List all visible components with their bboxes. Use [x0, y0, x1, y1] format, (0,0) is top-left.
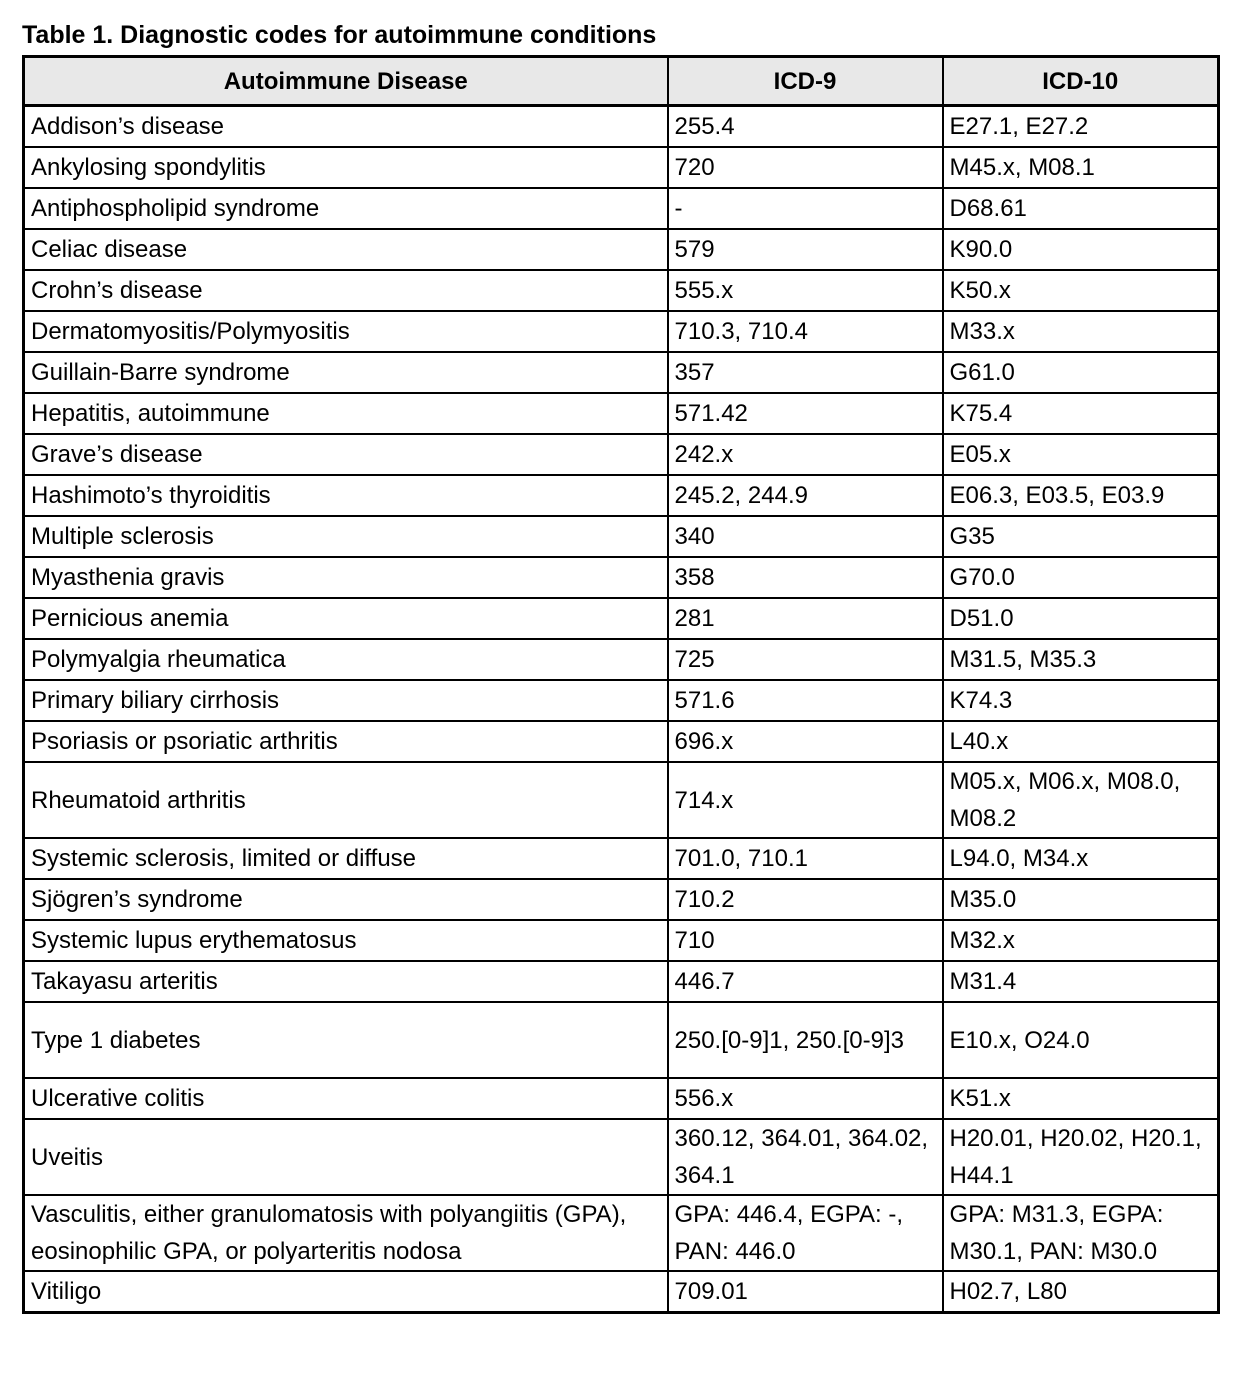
disease-cell: Ulcerative colitis [24, 1078, 668, 1119]
table-row [24, 762, 1219, 838]
icd10-cell: K50.x [943, 270, 1219, 311]
icd10-cell: H20.01, H20.02, H20.1, H44.1 [943, 1119, 1219, 1195]
icd9-cell: 446.7 [668, 961, 943, 1002]
header-icd10: ICD-10 [943, 57, 1219, 106]
disease-cell: Hashimoto’s thyroiditis [24, 475, 668, 516]
icd10-cell: M32.x [943, 920, 1219, 961]
icd9-cell: 571.42 [668, 393, 943, 434]
icd9-cell: 281 [668, 598, 943, 639]
icd9-cell: - [668, 188, 943, 229]
header-disease: Autoimmune Disease [24, 57, 668, 106]
icd9-cell: 725 [668, 639, 943, 680]
disease-cell: Dermatomyositis/Polymyositis [24, 311, 668, 352]
icd9-cell: 360.12, 364.01, 364.02, 364.1 [668, 1119, 943, 1195]
icd10-cell: M35.0 [943, 879, 1219, 920]
icd9-cell: 709.01 [668, 1271, 943, 1313]
icd9-cell: 250.[0-9]1, 250.[0-9]3 [668, 1002, 943, 1078]
disease-cell: Antiphospholipid syndrome [24, 188, 668, 229]
icd9-cell: 720 [668, 147, 943, 188]
disease-cell: Primary biliary cirrhosis [24, 680, 668, 721]
table-row [24, 680, 1219, 721]
disease-cell: Vitiligo [24, 1271, 668, 1313]
disease-cell: Rheumatoid arthritis [24, 762, 668, 838]
table-row [24, 229, 1219, 270]
disease-cell: Uveitis [24, 1119, 668, 1195]
icd10-cell: H02.7, L80 [943, 1271, 1219, 1313]
icd9-cell: 242.x [668, 434, 943, 475]
icd10-cell: E06.3, E03.5, E03.9 [943, 475, 1219, 516]
icd10-cell: K74.3 [943, 680, 1219, 721]
table-row [24, 311, 1219, 352]
table-row [24, 598, 1219, 639]
icd10-cell: E05.x [943, 434, 1219, 475]
icd10-cell: D68.61 [943, 188, 1219, 229]
disease-cell: Hepatitis, autoimmune [24, 393, 668, 434]
icd10-cell: K51.x [943, 1078, 1219, 1119]
icd10-cell: G35 [943, 516, 1219, 557]
disease-cell: Systemic sclerosis, limited or diffuse [24, 838, 668, 879]
table-row [24, 639, 1219, 680]
table-row [24, 475, 1219, 516]
table-row [24, 147, 1219, 188]
icd9-cell: 710.2 [668, 879, 943, 920]
table-row [24, 393, 1219, 434]
disease-cell: Vasculitis, either granulomatosis with polyangiitis (GPA), eosinophilic GPA, or polyarteritis nodosa [24, 1195, 668, 1271]
table-row [24, 1271, 1219, 1313]
icd10-cell: K90.0 [943, 229, 1219, 270]
icd10-cell: M33.x [943, 311, 1219, 352]
icd9-cell: 571.6 [668, 680, 943, 721]
disease-cell: Grave’s disease [24, 434, 668, 475]
table-row [24, 106, 1219, 148]
table-row [24, 1119, 1219, 1195]
disease-cell: Pernicious anemia [24, 598, 668, 639]
table-row [24, 434, 1219, 475]
icd9-cell: 255.4 [668, 106, 943, 148]
icd9-cell: 579 [668, 229, 943, 270]
disease-cell: Sjögren’s syndrome [24, 879, 668, 920]
disease-cell: Multiple sclerosis [24, 516, 668, 557]
table-row [24, 1195, 1219, 1271]
icd10-cell: G70.0 [943, 557, 1219, 598]
table-row [24, 1078, 1219, 1119]
icd10-cell: L94.0, M34.x [943, 838, 1219, 879]
icd10-cell: K75.4 [943, 393, 1219, 434]
disease-cell: Psoriasis or psoriatic arthritis [24, 721, 668, 762]
icd9-cell: 710.3, 710.4 [668, 311, 943, 352]
icd9-cell: 710 [668, 920, 943, 961]
icd9-cell: 714.x [668, 762, 943, 838]
table-caption: Table 1. Diagnostic codes for autoimmune conditions [22, 21, 657, 49]
icd10-cell: G61.0 [943, 352, 1219, 393]
icd10-cell: M31.5, M35.3 [943, 639, 1219, 680]
table-row [24, 270, 1219, 311]
icd10-cell: D51.0 [943, 598, 1219, 639]
disease-cell: Polymyalgia rheumatica [24, 639, 668, 680]
icd9-cell: 701.0, 710.1 [668, 838, 943, 879]
icd10-cell: E27.1, E27.2 [943, 106, 1219, 148]
table-row [24, 838, 1219, 879]
table-row [24, 352, 1219, 393]
icd9-cell: 357 [668, 352, 943, 393]
disease-cell: Type 1 diabetes [24, 1002, 668, 1078]
disease-cell: Ankylosing spondylitis [24, 147, 668, 188]
icd10-cell: GPA: M31.3, EGPA: M30.1, PAN: M30.0 [943, 1195, 1219, 1271]
table-row [24, 1002, 1219, 1078]
disease-cell: Takayasu arteritis [24, 961, 668, 1002]
icd9-cell: 556.x [668, 1078, 943, 1119]
disease-cell: Addison’s disease [24, 106, 668, 148]
icd10-cell: M05.x, M06.x, M08.0, M08.2 [943, 762, 1219, 838]
table-row [24, 961, 1219, 1002]
disease-cell: Systemic lupus erythematosus [24, 920, 668, 961]
icd9-cell: 696.x [668, 721, 943, 762]
table-row [24, 879, 1219, 920]
diagnostic-codes-table [22, 55, 1220, 1314]
icd9-cell: 340 [668, 516, 943, 557]
icd9-cell: 358 [668, 557, 943, 598]
icd10-cell: M45.x, M08.1 [943, 147, 1219, 188]
table-row [24, 557, 1219, 598]
icd9-cell: GPA: 446.4, EGPA: -, PAN: 446.0 [668, 1195, 943, 1271]
disease-cell: Myasthenia gravis [24, 557, 668, 598]
disease-cell: Celiac disease [24, 229, 668, 270]
table-row [24, 188, 1219, 229]
icd10-cell: E10.x, O24.0 [943, 1002, 1219, 1078]
table-row [24, 721, 1219, 762]
disease-cell: Guillain-Barre syndrome [24, 352, 668, 393]
icd10-cell: M31.4 [943, 961, 1219, 1002]
icd9-cell: 555.x [668, 270, 943, 311]
table-row [24, 516, 1219, 557]
icd10-cell: L40.x [943, 721, 1219, 762]
disease-cell: Crohn’s disease [24, 270, 668, 311]
table-row [24, 920, 1219, 961]
table-header-row [24, 57, 1219, 106]
header-icd9: ICD-9 [668, 57, 943, 106]
icd9-cell: 245.2, 244.9 [668, 475, 943, 516]
